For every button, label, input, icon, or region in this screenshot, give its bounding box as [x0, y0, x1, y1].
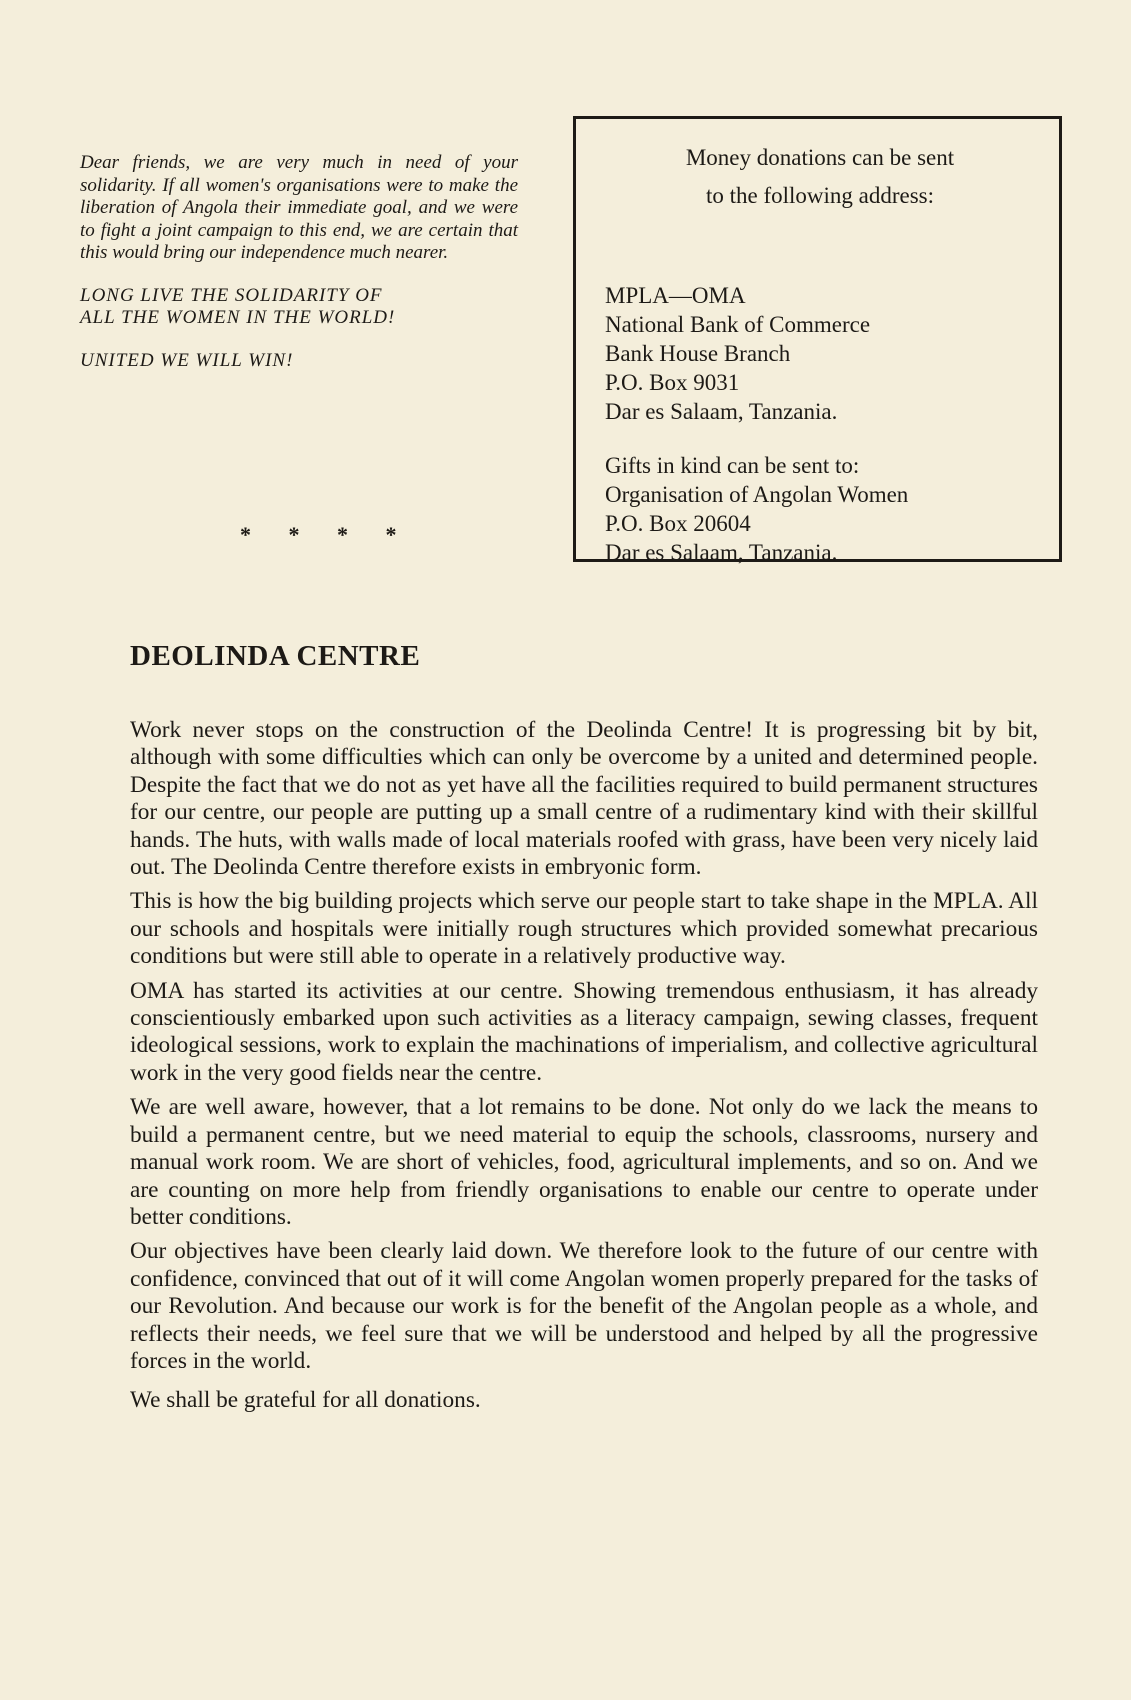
address-line: Bank House Branch — [605, 341, 791, 366]
article-paragraph: Our objectives have been clearly laid down. We therefore look to the future of our centre with confidence, convinced that out of it will come Angolan women properly prepared for the tasks of our Revolution. And because our work is for the benefit of the Angolan people as a whole, and reflects their needs, we feel sure that we will be understood and helped by all the progressive forces in the world. — [130, 1238, 1038, 1374]
address-line: Gifts in kind can be sent to: — [605, 453, 860, 478]
address-line: National Bank of Commerce — [605, 312, 871, 337]
solidarity-appeal — [80, 152, 518, 392]
appeal-text: Dear friends, we are very much in need of your solidarity. If all women's organisations were to make the liberation of Angola their immediate goal, and we were to fight a joint campaign to this end, we are certain that this would bring our independence much nearer. — [80, 152, 518, 263]
article-paragraph: OMA has started its activities at our centre. Showing tremendous enthusiasm, it has already conscientiously embarked upon such activities as a literacy campaign, sewing classes, frequent ideological sessions, work to explain the machinations of imperialism, and collective agricultural work in the very good fields near the centre. — [130, 977, 1038, 1086]
address-line: P.O. Box 20604 — [605, 511, 751, 536]
address-line: Dar es Salaam, Tanzania. — [605, 540, 838, 565]
slogan-line: ALL THE WOMEN IN THE WORLD! — [80, 307, 396, 328]
money-address — [605, 281, 1039, 426]
address-line: P.O. Box 9031 — [605, 370, 740, 395]
solidarity-slogan — [80, 285, 518, 330]
article-paragraph: Work never stops on the construction of the Deolinda Centre! It is progressing bit by bit, although with some difficulties which can only be overcome by a united and determined people. Despite the fact that we do not as yet have all the facilities required to build permanent structures for our centre, our people are putting up a small centre of a rudimentary kind with their skillful hands. The huts, with walls made of local materials roofed with grass, have been very nicely laid out. The Deolinda Centre therefore exists in embryonic form. — [130, 717, 1038, 881]
article-paragraph: This is how the big building projects which serve our people start to take shape in the MPLA. All our schools and hospitals were initially rough structures which provided somewhat precarious conditions but were still able to operate in a relatively productive way. — [130, 888, 1038, 970]
address-line: MPLA—OMA — [605, 283, 746, 308]
heading-line: to the following address: — [705, 183, 935, 208]
article-paragraph: We shall be grateful for all donations. — [130, 1387, 481, 1414]
heading-line: Money donations can be sent — [685, 145, 955, 170]
section-separator: * * * * — [240, 522, 413, 547]
address-line: Dar es Salaam, Tanzania. — [605, 399, 838, 424]
gifts-address — [605, 451, 1039, 567]
donation-heading — [601, 139, 1039, 215]
slogan-line: LONG LIVE THE SOLIDARITY OF — [80, 284, 383, 306]
address-line: Organisation of Angolan Women — [605, 482, 909, 507]
article-title: DEOLINDA CENTRE — [130, 640, 421, 672]
closing-slogan: UNITED WE WILL WIN! — [80, 349, 294, 371]
article-paragraph: We are well aware, however, that a lot remains to be done. Not only do we lack the means to build a permanent centre, but we need material to equip the schools, classrooms, nursery and manual work room. We are short of vehicles, food, agricultural implements, and so on. And we are counting on more help from friendly organisations to enable our centre to operate under better conditions. — [130, 1094, 1038, 1230]
article-body — [130, 717, 1038, 1422]
donation-address-box — [573, 116, 1062, 565]
